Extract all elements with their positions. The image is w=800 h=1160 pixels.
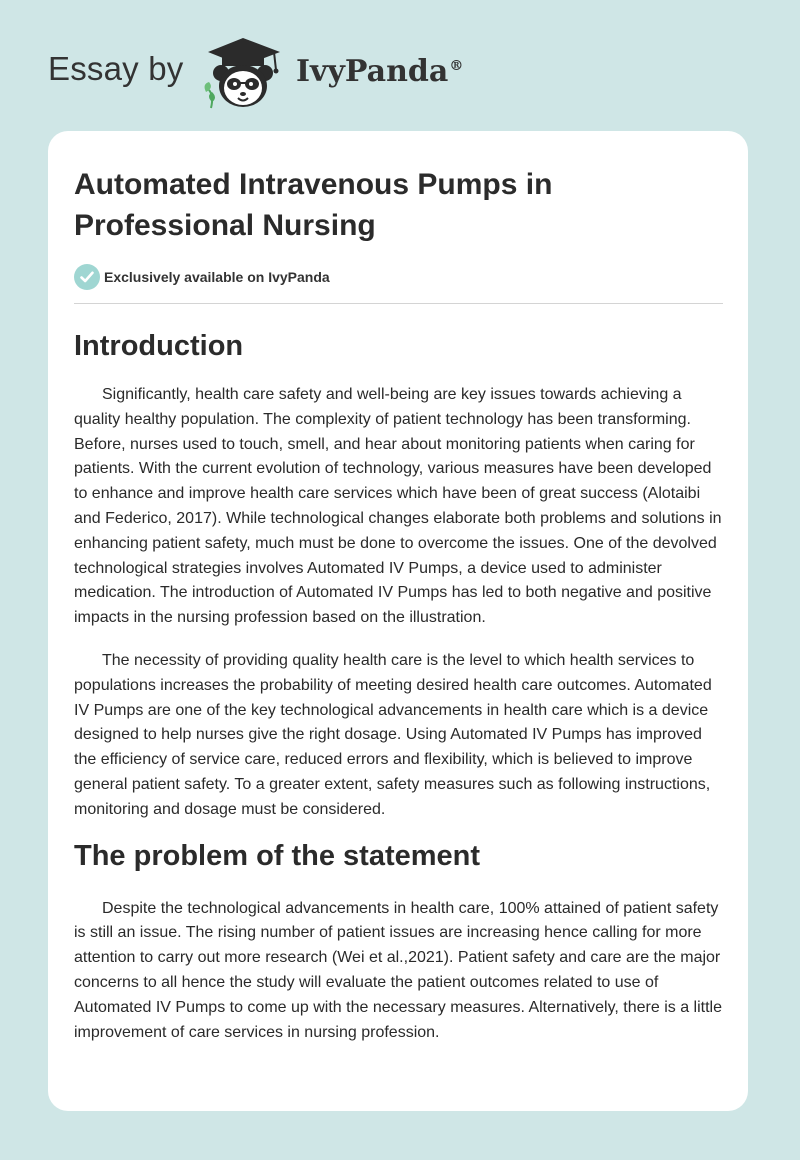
brand-name[interactable]: IvyPanda® bbox=[296, 54, 464, 89]
essay-card bbox=[48, 131, 748, 1111]
divider bbox=[74, 303, 723, 304]
section-heading-problem: The problem of the statement bbox=[74, 839, 481, 872]
essay-body bbox=[74, 321, 724, 1045]
paragraph: The necessity of providing quality health care is the level to which health services to populations increases the probability of meeting desired health care outcomes. Automated IV Pumps are one of the key technological advancements in health care which is a device designed to help nurses give the right dosage. Using Automated IV Pumps has improved the efficiency of service care, reduced errors and flexibility, which is believed to improve general patient safety. To a greater extent, safety measures such as following instructions, monitoring and dosage must be considered. bbox=[74, 651, 712, 818]
paragraph: Despite the technological advancements in health care, 100% attained of patient safety is still an issue. The rising number of patient issues are increasing hence calling for more attention to carry out more research (Wei et al.,2021). Patient safety and care are the major concerns to all hence the study will evaluate the patient outcomes related to use of Automated IV Pumps to come up with the necessary measures. Alternatively, there is a little improvement of care services in nursing profession. bbox=[74, 899, 723, 1041]
panda-graduate-icon bbox=[200, 36, 286, 110]
site-header bbox=[48, 30, 748, 110]
section-heading-introduction: Introduction bbox=[74, 330, 244, 362]
badge-label: Exclusively available on IvyPanda bbox=[104, 269, 330, 285]
check-icon bbox=[74, 264, 100, 290]
registered-mark: ® bbox=[449, 58, 464, 74]
paragraph: Significantly, health care safety and well-being are key issues towards achieving a quality healthy population. The complexity of patient technology has been transforming. Before, nurses used to touch, smell, and hear about monitoring patients when caring for patients. With the current evolution of technology, various measures have been developed to enhance and improve health care services which have been of great success (Alotaibi and Federico, 2017). While technological changes elaborate both problems and solutions in enhancing patient safety, much must be done to overcome the issues. One of the devolved technological strategies involves Automated IV Pumps, a device used to administer medication. The introduction of Automated IV Pumps has led to both negative and positive impacts in the nursing profession based on the illustration. bbox=[74, 386, 722, 627]
page-title: Automated Intravenous Pumps in Professional Nursing bbox=[74, 168, 553, 242]
essay-by-label: Essay by bbox=[48, 50, 184, 87]
